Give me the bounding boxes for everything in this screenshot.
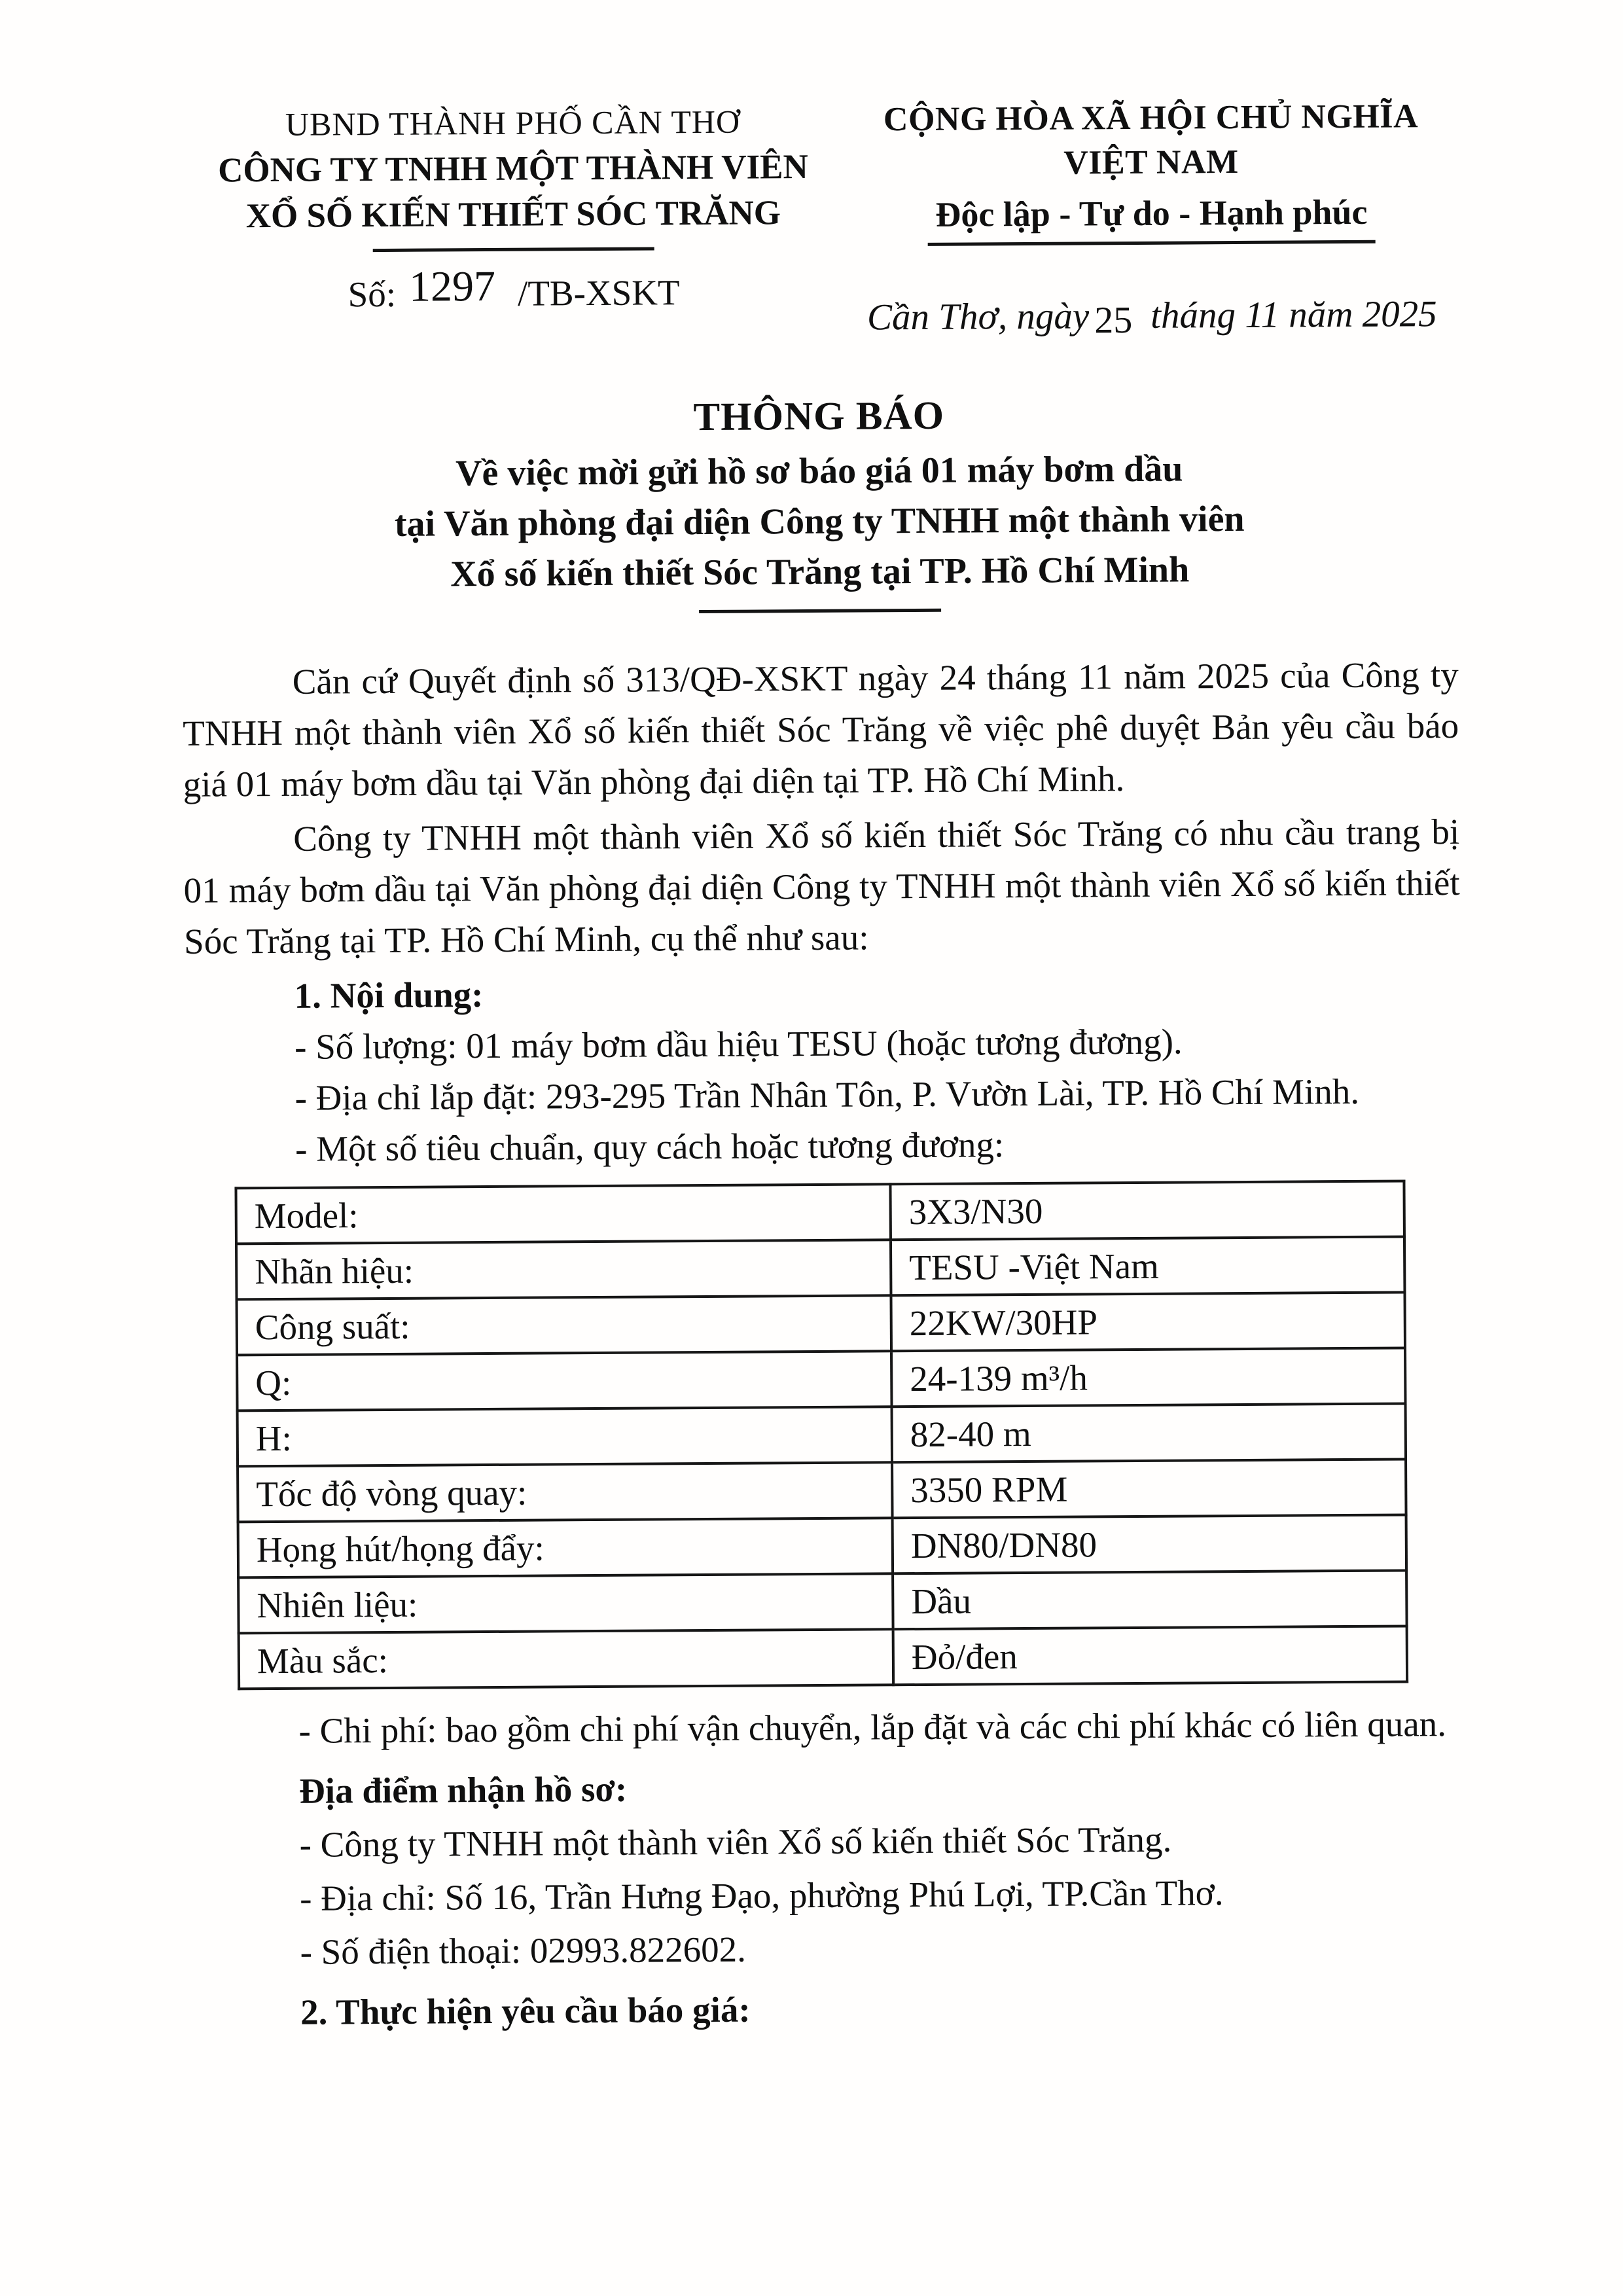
spec-value: 3350 RPM <box>892 1459 1406 1518</box>
table-row <box>237 1292 1405 1355</box>
spec-label: Họng hút/họng đẩy: <box>238 1518 893 1577</box>
document-number-line <box>180 262 847 319</box>
spec-value: DN80/DN80 <box>893 1515 1407 1573</box>
title-divider-rule <box>699 609 941 613</box>
document-body <box>183 649 1467 2040</box>
location-heading: Địa điểm nhận hồ sơ: <box>298 1768 628 1811</box>
issuer-company-name-line1: CÔNG TY TNHH MỘT THÀNH VIÊN <box>217 148 808 190</box>
spec-label: Model: <box>236 1184 891 1244</box>
date-prefix: Cần Thơ, ngày <box>866 295 1090 338</box>
national-motto-block <box>846 94 1456 342</box>
spec-value: 24-139 m³/h <box>891 1348 1406 1407</box>
spec-table <box>234 1179 1408 1690</box>
date-day: 25 <box>1094 298 1133 342</box>
section1-item-quantity: - Số lượng: 01 máy bơm dầu hiệu TESU (hoặc tương đương). <box>294 1021 1183 1067</box>
spec-value: TESU -Việt Nam <box>891 1236 1405 1295</box>
issuer-block <box>179 98 847 343</box>
spec-label: Q: <box>237 1351 892 1410</box>
location-item-address: - Địa chỉ: Số 16, Trần Hưng Đạo, phường Phú Lợi, TP.Cần Thơ. <box>299 1873 1224 1918</box>
spec-value: Dầu <box>893 1570 1407 1629</box>
spec-label: Nhãn hiệu: <box>236 1240 891 1299</box>
spec-label: Công suất: <box>237 1295 892 1355</box>
title-subject-line2: tại Văn phòng đại diện Công ty TNHH một thành viên <box>394 498 1245 545</box>
table-row <box>238 1515 1406 1577</box>
section1-heading: 1. Nội dung: <box>294 975 484 1016</box>
document-header <box>179 94 1456 343</box>
document-number-value: 1297 <box>408 262 496 311</box>
spec-value: Đỏ/đen <box>893 1626 1408 1685</box>
section1-item-standards: - Một số tiêu chuẩn, quy cách hoặc tương đương: <box>294 1124 1005 1169</box>
national-motto: Độc lập - Tự do - Hạnh phúc <box>927 190 1376 246</box>
spec-value: 3X3/N30 <box>890 1181 1404 1240</box>
issuer-divider-rule <box>373 247 654 252</box>
after-table-section <box>188 1697 1467 2040</box>
document-title: THÔNG BÁO <box>693 393 945 440</box>
spec-label: Màu sắc: <box>239 1629 894 1689</box>
spec-table-body <box>236 1181 1407 1689</box>
issuer-company-name-line2: XỔ SỐ KIẾN THIẾT SÓC TRĂNG <box>245 194 781 236</box>
issuer-parent-org: UBND THÀNH PHỐ CẦN THƠ <box>285 103 741 143</box>
paragraph-basis: Căn cứ Quyết định số 313/QĐ-XSKT ngày 24 tháng 11 năm 2025 của Công ty TNHH một thành viên Xổ số kiến thiết Sóc Trăng về việc phê duyệt Bản yêu cầu báo giá 01 máy bơm dầu tại Văn phòng đại diện tại TP. Hồ Chí Minh. <box>183 654 1459 804</box>
title-subject-line1: Về việc mời gửi hồ sơ báo giá 01 máy bơm dầu <box>455 448 1183 494</box>
place-date-line <box>847 291 1456 342</box>
spec-label: Nhiên liệu: <box>238 1573 893 1633</box>
table-row <box>238 1570 1406 1633</box>
title-subject-line3: Xổ số kiến thiết Sóc Trăng tại TP. Hồ Chí Minh <box>450 549 1190 595</box>
section1-item-address: - Địa chỉ lắp đặt: 293-295 Trần Nhân Tôn, P. Vườn Lài, TP. Hồ Chí Minh. <box>294 1071 1360 1118</box>
table-row <box>236 1181 1404 1244</box>
table-row <box>237 1348 1405 1410</box>
national-title: CỘNG HÒA XÃ HỘI CHỦ NGHĨA VIỆT NAM <box>883 98 1419 182</box>
table-row <box>236 1236 1404 1299</box>
title-block <box>181 390 1458 617</box>
document-number-label: Số: <box>348 274 397 315</box>
spec-label: Tốc độ vòng quay: <box>238 1462 893 1522</box>
spec-label: H: <box>238 1407 893 1466</box>
table-row <box>238 1459 1406 1522</box>
cost-note: - Chi phí: bao gồm chi phí vận chuyển, lắp đặt và các chi phí khác có liên quan. <box>298 1704 1447 1751</box>
table-row <box>238 1403 1406 1466</box>
paragraph-need: Công ty TNHH một thành viên Xổ số kiến thiết Sóc Trăng có nhu cầu trang bị 01 máy bơm dầu tại Văn phòng đại diện Công ty TNHH một thành viên Xổ số kiến thiết Sóc Trăng tại TP. Hồ Chí Minh, cụ thể như sau: <box>183 811 1460 961</box>
location-item-phone: - Số điện thoại: 02993.822602. <box>300 1929 747 1972</box>
spec-value: 82-40 m <box>892 1403 1406 1462</box>
section2-heading: 2. Thực hiện yêu cầu báo giá: <box>300 1989 751 2032</box>
spec-value: 22KW/30HP <box>891 1292 1405 1351</box>
document-number-suffix: /TB-XSKT <box>517 272 680 314</box>
date-suffix: tháng 11 năm 2025 <box>1150 293 1437 336</box>
location-item-company: - Công ty TNHH một thành viên Xổ số kiến thiết Sóc Trăng. <box>299 1819 1172 1865</box>
table-row <box>239 1626 1407 1689</box>
